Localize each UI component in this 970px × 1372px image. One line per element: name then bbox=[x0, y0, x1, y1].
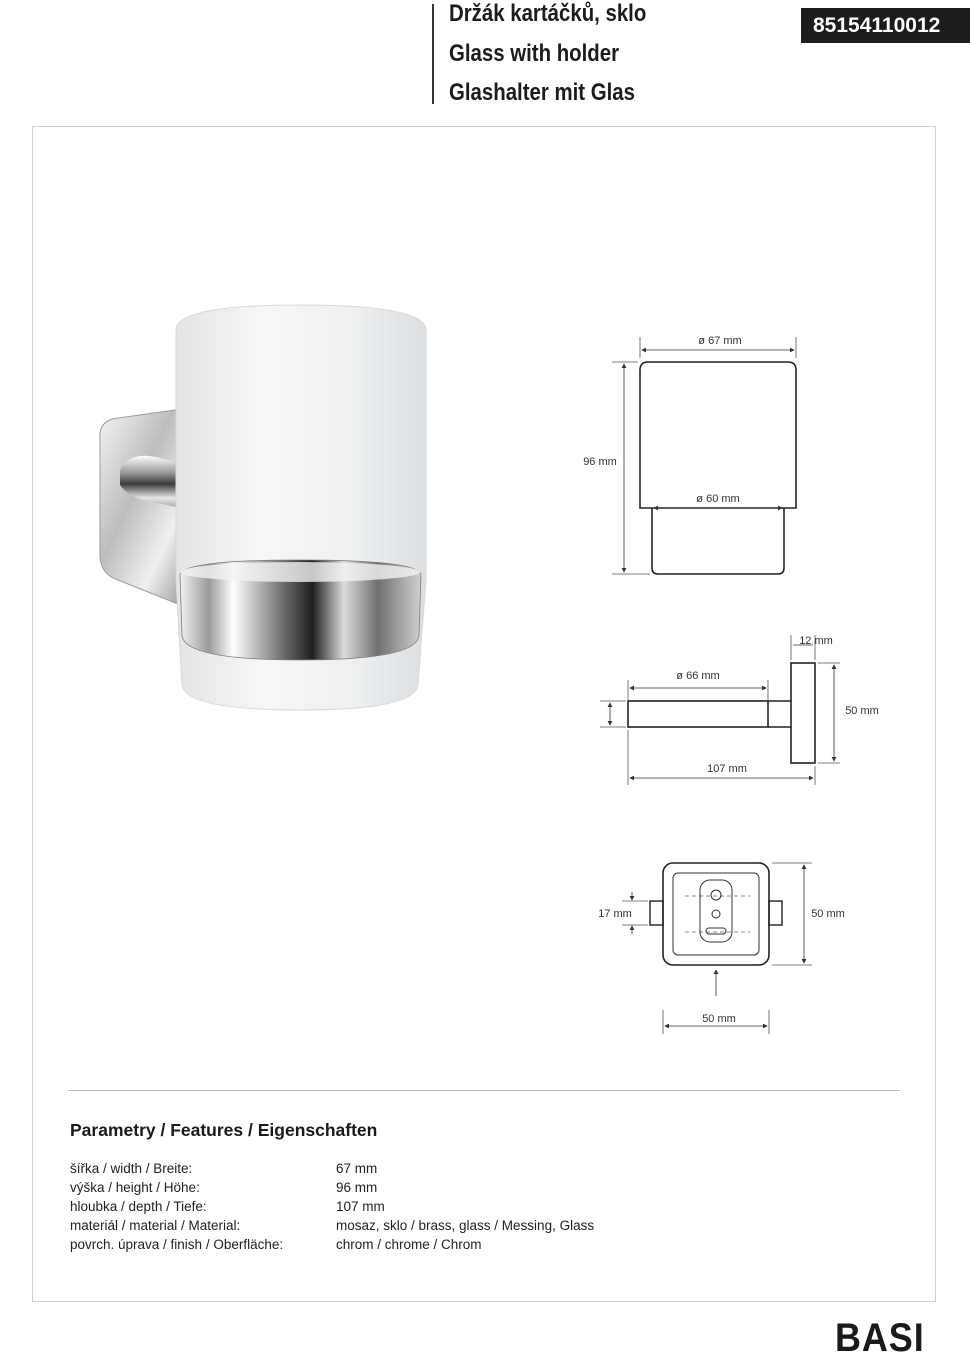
technical-drawing bbox=[560, 320, 900, 1040]
section-divider bbox=[68, 1090, 900, 1091]
dim-screw-offset: 17 mm bbox=[598, 908, 632, 920]
feature-label: materiál / material / Material: bbox=[70, 1218, 241, 1233]
front-view-drawing bbox=[598, 863, 845, 1034]
product-photo bbox=[70, 290, 470, 730]
glass-drawing bbox=[583, 335, 796, 574]
feature-row-height bbox=[70, 1180, 890, 1199]
dim-glass-height: 96 mm bbox=[583, 456, 617, 468]
feature-row-material bbox=[70, 1218, 890, 1237]
feature-label: šířka / width / Breite: bbox=[70, 1161, 193, 1176]
feature-value: 67 mm bbox=[336, 1161, 378, 1176]
dim-plate-width-front: 50 mm bbox=[702, 1013, 736, 1025]
title-czech: Držák kartáčků, sklo bbox=[449, 0, 647, 27]
feature-value: mosaz, sklo / brass, glass / Messing, Glass bbox=[336, 1218, 595, 1233]
feature-value: 107 mm bbox=[336, 1199, 385, 1214]
dim-plate-depth: 12 mm bbox=[799, 635, 833, 647]
dim-ring-diameter: ø 66 mm bbox=[676, 670, 720, 682]
side-view-drawing bbox=[600, 635, 879, 785]
feature-row-width bbox=[70, 1161, 890, 1180]
feature-label: povrch. úprava / finish / Oberfläche: bbox=[70, 1237, 284, 1252]
feature-value: chrom / chrome / Chrom bbox=[336, 1237, 482, 1252]
dim-plate-height-front: 50 mm bbox=[811, 908, 845, 920]
dim-glass-bottom: ø 60 mm bbox=[696, 493, 740, 505]
feature-value: 96 mm bbox=[336, 1180, 378, 1195]
title-english: Glass with holder bbox=[449, 40, 620, 67]
dim-glass-top: ø 67 mm bbox=[698, 335, 742, 347]
product-code-badge: 85154110012 bbox=[801, 8, 970, 43]
dim-total-depth: 107 mm bbox=[707, 763, 747, 775]
header-divider bbox=[432, 4, 434, 104]
brand-logo: BASI bbox=[835, 1316, 925, 1360]
feature-label: výška / height / Höhe: bbox=[70, 1180, 200, 1195]
feature-row-depth bbox=[70, 1199, 890, 1218]
features-title: Parametry / Features / Eigenschaften bbox=[70, 1120, 378, 1140]
features-table bbox=[70, 1161, 890, 1256]
dim-plate-height-side: 50 mm bbox=[845, 705, 879, 717]
feature-label: hloubka / depth / Tiefe: bbox=[70, 1199, 207, 1214]
title-german: Glashalter mit Glas bbox=[449, 79, 635, 106]
feature-row-finish bbox=[70, 1237, 890, 1256]
